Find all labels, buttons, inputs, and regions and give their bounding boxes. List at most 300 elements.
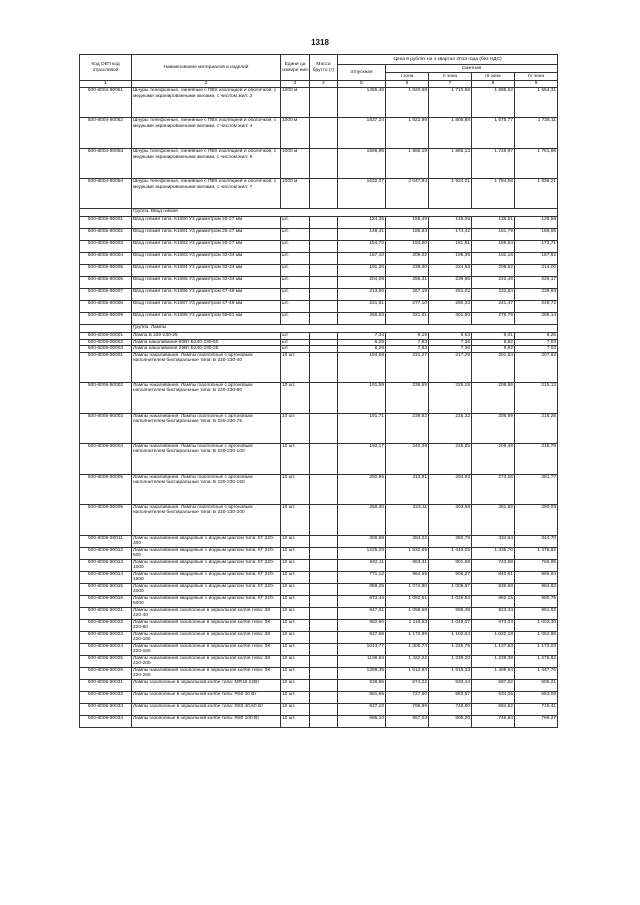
table-row xyxy=(80,595,558,607)
unit-cell: шт xyxy=(281,333,310,340)
table-row xyxy=(80,253,558,265)
unit-cell: 10 шт. xyxy=(281,595,310,607)
mass-cell xyxy=(310,595,338,607)
header-name: Наименование материалов и изделий xyxy=(132,55,281,81)
mass-cell xyxy=(310,691,338,703)
price-zone-4-cell: 281,77 xyxy=(515,474,558,504)
code-cell: 500-8006-90032 xyxy=(80,691,132,703)
code-cell: 500-8006-90001 xyxy=(80,352,132,382)
unit-cell: 10 шт. xyxy=(281,413,310,443)
price-zone-2-cell: 196,39 xyxy=(429,253,472,265)
header-otpusk: отпускная xyxy=(338,65,386,81)
name-cell: Лампы накаливания кварцевые с йодным циклом типа: КГ 220-300 xyxy=(132,535,281,547)
price-zone-2-cell: 251,02 xyxy=(429,289,472,301)
price-otpusk-cell: 7,34 xyxy=(338,333,386,340)
price-zone-2-cell: 224,83 xyxy=(429,265,472,277)
price-zone-2-cell: 225,32 xyxy=(429,413,472,443)
price-zone-2-cell: 801,69 xyxy=(429,559,472,571)
price-zone-3-cell: 6,82 xyxy=(472,339,515,346)
price-zone-4-cell: 1 002,30 xyxy=(515,619,558,631)
price-zone-4-cell: 173,71 xyxy=(515,241,558,253)
name-cell: Лампы накаливания газополные в зеркальной колбе типа: ЗК 220-40 xyxy=(132,607,281,619)
price-zone-1-cell: 321,01 xyxy=(386,313,429,325)
price-zone-1-cell: 155,49 xyxy=(386,217,429,229)
price-zone-3-cell: 208,86 xyxy=(472,382,515,413)
price-otpusk-cell: 167,10 xyxy=(338,253,386,265)
code-cell: 500-8005-90005 xyxy=(80,265,132,277)
name-cell: Ввод гибкий типа: К1088 У3 диаметром 59-61 мм xyxy=(132,313,281,325)
mass-cell xyxy=(310,643,338,655)
mass-cell xyxy=(310,277,338,289)
price-zone-3-cell: 208,52 xyxy=(472,265,515,277)
price-zone-4-cell: 653,08 xyxy=(515,691,558,703)
price-zone-1-cell: 7,83 xyxy=(386,339,429,346)
price-zone-4-cell: 964,83 xyxy=(515,583,558,595)
mass-cell xyxy=(310,559,338,571)
name-cell: Лампа накаливания 25Вт Б240-230-25 xyxy=(132,346,281,353)
price-zone-3-cell: 1 405,54 xyxy=(472,667,515,679)
unit-cell: шт xyxy=(281,339,310,346)
mass-cell xyxy=(310,583,338,595)
column-number: 8 xyxy=(472,81,515,88)
price-zone-4-cell: 1 761,96 xyxy=(515,149,558,179)
price-zone-4-cell: 8,25 xyxy=(515,333,558,340)
table-row xyxy=(80,679,558,691)
unit-cell: 10 шт. xyxy=(281,547,310,559)
unit-cell: 10 шт. xyxy=(281,504,310,535)
name-cell: Лампы накаливания. Лампы газополные с аргоновым наполнителем биспиральные типа: Б 220-230-100 xyxy=(132,443,281,474)
unit-cell: 10 шт. xyxy=(281,631,310,643)
price-otpusk-cell: 258,30 xyxy=(338,504,386,535)
table-row xyxy=(80,691,558,703)
code-cell: 500-8005-90001 xyxy=(80,217,132,229)
price-zone-2-cell: 633,44 xyxy=(429,679,472,691)
header-mass: Масса брутто (т) xyxy=(310,55,338,81)
price-zone-1-cell: 313,91 xyxy=(386,474,429,504)
code-cell: 500-8006-90033 xyxy=(80,703,132,715)
price-otpusk-cell: 154,70 xyxy=(338,241,386,253)
price-zone-3-cell: 1 239,39 xyxy=(472,655,515,667)
mass-cell xyxy=(310,631,338,643)
price-zone-3-cell: 279,76 xyxy=(472,313,515,325)
price-zone-3-cell: 694,52 xyxy=(472,703,515,715)
price-zone-2-cell: 225,85 xyxy=(429,443,472,474)
name-cell: Лампа накаливания 60Вт Б240-230-60 xyxy=(132,339,281,346)
price-zone-2-cell: 174,42 xyxy=(429,229,472,241)
unit-cell: шт. xyxy=(281,229,310,241)
price-zone-4-cell: 229,17 xyxy=(515,277,558,289)
price-otpusk-cell: 6,26 xyxy=(338,346,386,353)
code-cell: 500-8004-90054 xyxy=(80,179,132,209)
price-zone-4-cell: 715,41 xyxy=(515,703,558,715)
code-cell: 500-8006-90026 xyxy=(80,667,132,679)
table-row xyxy=(80,474,558,504)
price-zone-2-cell: 146,09 xyxy=(429,217,472,229)
price-zone-3-cell: 135,51 xyxy=(472,217,515,229)
name-cell: Ввод гибкий типа: К1084 У3 диаметром 32-34 мм xyxy=(132,265,281,277)
price-zone-1-cell: 1 965,19 xyxy=(386,149,429,179)
mass-cell xyxy=(310,118,338,149)
price-otpusk-cell: 873,44 xyxy=(338,595,386,607)
price-zone-2-cell: 683,57 xyxy=(429,691,472,703)
mass-cell xyxy=(310,474,338,504)
table-row xyxy=(80,443,558,474)
price-zone-1-cell: 239,30 xyxy=(386,265,429,277)
price-otpusk-cell: 191,26 xyxy=(338,265,386,277)
unit-cell: шт. xyxy=(281,265,310,277)
name-cell: Ввод гибкий типа: К1080 У3 диаметром 25-27 мм xyxy=(132,217,281,229)
price-zone-2-cell: 303,58 xyxy=(429,504,472,535)
price-zone-1-cell: 323,11 xyxy=(386,504,429,535)
name-cell: Ввод гибкий типа: К1082 У3 диаметром 25-27 мм xyxy=(132,241,281,253)
mass-cell xyxy=(310,607,338,619)
code-cell: 500-5006-00003 xyxy=(80,346,132,353)
unit-cell: шт xyxy=(281,346,310,353)
name-cell: Лампы накаливания газополные в зеркальной колбе типа: ЗК 220-150 xyxy=(132,643,281,655)
code-cell: 500-8006-90034 xyxy=(80,715,132,727)
code-cell: 500-8004-90053 xyxy=(80,149,132,179)
price-zone-4-cell: 7,03 xyxy=(515,339,558,346)
name-cell: Шнуры телефонные, линейные с ПВХ изоляцией и оболочкой, с медными экранированными жилами, с числом жил: 6 xyxy=(132,149,281,179)
column-number: 1 xyxy=(80,81,132,88)
mass-cell xyxy=(310,547,338,559)
unit-cell: шт. xyxy=(281,313,310,325)
price-zone-3-cell: 1 675,77 xyxy=(472,118,515,149)
price-zone-4-cell: 1 654,31 xyxy=(515,88,558,118)
mass-cell xyxy=(310,703,338,715)
price-otpusk-cell: 637,10 xyxy=(338,703,386,715)
price-zone-2-cell: 1 515,33 xyxy=(429,667,472,679)
unit-cell: 10 шт. xyxy=(281,679,310,691)
mass-cell xyxy=(310,241,338,253)
price-zone-1-cell: 209,02 xyxy=(386,253,429,265)
header-zone-2: II зона xyxy=(429,73,472,81)
price-zone-1-cell: 240,38 xyxy=(386,443,429,474)
unit-cell: 10 шт. xyxy=(281,643,310,655)
price-zone-1-cell: 1 092,61 xyxy=(386,595,429,607)
price-zone-4-cell: 187,62 xyxy=(515,253,558,265)
table-row xyxy=(80,179,558,209)
price-otpusk-cell: 685,10 xyxy=(338,715,386,727)
code-cell: 500-8006-90005 xyxy=(80,474,132,504)
column-number: 7 xyxy=(429,81,472,88)
price-zone-1-cell: 255,31 xyxy=(386,277,429,289)
table-row xyxy=(80,313,558,325)
price-zone-2-cell: 294,93 xyxy=(429,474,472,504)
price-zone-2-cell: 8,63 xyxy=(429,333,472,340)
price-zone-2-cell: 1 336,20 xyxy=(429,655,472,667)
price-zone-1-cell: 277,10 xyxy=(386,301,429,313)
column-number: 4 xyxy=(310,81,338,88)
name-cell: Лампы накаливания кварцевые с йодным циклом типа: КГ 220-5000 xyxy=(132,595,281,607)
price-otpusk-cell: 892,60 xyxy=(338,619,386,631)
price-zone-4-cell: 166,65 xyxy=(515,229,558,241)
header-smetnaya: Сметная xyxy=(386,65,558,73)
page-number: 1318 xyxy=(311,38,329,47)
price-zone-1-cell: 7,83 xyxy=(386,346,429,353)
mass-cell xyxy=(310,715,338,727)
price-otpusk-cell: 184,68 xyxy=(338,352,386,382)
price-zone-2-cell: 1 924,01 xyxy=(429,179,472,209)
name-cell: Лампы накаливания. Лампы газополные с аргоновым наполнителем биспиральные типа: Б 220-230-200 xyxy=(132,504,281,535)
table-row xyxy=(80,571,558,583)
price-zone-2-cell: 906,27 xyxy=(429,571,472,583)
code-cell: 500-5006-00001 xyxy=(80,333,132,340)
unit-cell: 10 шт. xyxy=(281,703,310,715)
price-zone-4-cell: 769,27 xyxy=(515,715,558,727)
code-cell: 500-8006-90016 xyxy=(80,595,132,607)
table-row xyxy=(80,703,558,715)
name-cell: Ввод гибкий типа: К1083 У3 диаметром 32-34 мм xyxy=(132,253,281,265)
mass-cell xyxy=(310,313,338,325)
table-row xyxy=(80,547,558,559)
price-otpusk-cell: 204,08 xyxy=(338,277,386,289)
price-zone-3-cell: 1 729,97 xyxy=(472,149,515,179)
price-otpusk-cell: 306,98 xyxy=(338,535,386,547)
unit-cell: 10 шт. xyxy=(281,382,310,413)
price-zone-3-cell: 222,48 xyxy=(472,277,515,289)
unit-cell: 10 шт. xyxy=(281,583,310,595)
code-cell: 500-8006-90006 xyxy=(80,504,132,535)
price-otpusk-cell: 538,96 xyxy=(338,679,386,691)
name-cell: Лампы накаливания кварцевые с йодным циклом типа: КГ 220-1500 xyxy=(132,571,281,583)
price-zone-2-cell: 239,86 xyxy=(429,277,472,289)
price-zone-1-cell: 857,03 xyxy=(386,715,429,727)
code-cell: 500-8005-90009 xyxy=(80,313,132,325)
price-otpusk-cell: 1632,07 xyxy=(338,179,386,209)
price-zone-3-cell: 923,34 xyxy=(472,607,515,619)
price-zone-2-cell: 225,19 xyxy=(429,382,472,413)
code-cell: 500-8006-90022 xyxy=(80,619,132,631)
price-zone-1-cell: 796,99 xyxy=(386,703,429,715)
column-number: 3 xyxy=(281,81,310,88)
code-cell: 500-8006-90002 xyxy=(80,382,132,413)
unit-cell: 10 шт. xyxy=(281,607,310,619)
price-zone-4-cell: 248,72 xyxy=(515,301,558,313)
price-otpusk-cell: 1596,96 xyxy=(338,149,386,179)
price-zone-3-cell: 208,99 xyxy=(472,413,515,443)
column-number: 9 xyxy=(515,81,558,88)
price-zone-4-cell: 1 836,21 xyxy=(515,179,558,209)
price-otpusk-cell: 250,95 xyxy=(338,474,386,504)
price-zone-4-cell: 214,00 xyxy=(515,265,558,277)
price-zone-1-cell: 1 532,69 xyxy=(386,547,429,559)
price-zone-4-cell: 7,03 xyxy=(515,346,558,353)
price-otpusk-cell: 581,65 xyxy=(338,691,386,703)
price-zone-2-cell: 7,36 xyxy=(429,346,472,353)
code-cell: 500-8006-90014 xyxy=(80,571,132,583)
name-cell: Лампы накаливания газополные в зеркальной колбе типа: ЗК 220-200 xyxy=(132,655,281,667)
price-otpusk-cell: 1455,46 xyxy=(338,88,386,118)
mass-cell xyxy=(310,179,338,209)
mass-cell xyxy=(310,352,338,382)
code-cell: 500-8005-90002 xyxy=(80,229,132,241)
price-zone-1-cell: 1 422,22 xyxy=(386,655,429,667)
price-zone-2-cell: 1 226,75 xyxy=(429,643,472,655)
group-title: Группа. Ввод гибкий xyxy=(132,209,558,217)
price-zone-2-cell: 1 440,05 xyxy=(429,547,472,559)
price-zone-3-cell: 209,48 xyxy=(472,443,515,474)
price-otpusk-cell: 771,12 xyxy=(338,571,386,583)
group-row xyxy=(80,209,558,217)
mass-cell xyxy=(310,229,338,241)
price-zone-1-cell: 674,22 xyxy=(386,679,429,691)
table-row xyxy=(80,229,558,241)
table-row xyxy=(80,149,558,179)
table-row xyxy=(80,619,558,631)
price-zone-3-cell: 840,61 xyxy=(472,571,515,583)
name-cell: Лампы газополные в зеркальной колбе типа: MR16 12Вт xyxy=(132,679,281,691)
table-row xyxy=(80,413,558,443)
price-zone-3-cell: 1 784,58 xyxy=(472,179,515,209)
price-zone-3-cell: 182,16 xyxy=(472,253,515,265)
price-otpusk-cell: 213,60 xyxy=(338,289,386,301)
price-otpusk-cell: 1043,77 xyxy=(338,643,386,655)
unit-cell: шт. xyxy=(281,217,310,229)
unit-cell: шт. xyxy=(281,289,310,301)
mass-cell xyxy=(310,253,338,265)
price-otpusk-cell: 1837,24 xyxy=(338,118,386,149)
name-cell: Лампы газополные в зеркальной колбе типа: R63 40,60 Вт xyxy=(132,703,281,715)
price-otpusk-cell: 1225,29 xyxy=(338,547,386,559)
unit-cell: 10 шт. xyxy=(281,571,310,583)
code-cell: 500-8006-90021 xyxy=(80,607,132,619)
table-row xyxy=(80,504,558,535)
unit-cell: шт. xyxy=(281,241,310,253)
code-cell: 500-8005-90006 xyxy=(80,277,132,289)
unit-cell: 10 шт. xyxy=(281,535,310,547)
code-cell: 500-8006-90004 xyxy=(80,443,132,474)
price-zone-3-cell: 161,79 xyxy=(472,229,515,241)
name-cell: Лампы накаливания. Лампы газополные с аргоновым наполнителем биспиральные типа: Б 220-230-150 xyxy=(132,474,281,504)
name-cell: Ввод гибкий типа: К1085 У3 диаметром 32-34 мм xyxy=(132,277,281,289)
price-zone-2-cell: 1 710,58 xyxy=(429,88,472,118)
mass-cell xyxy=(310,301,338,313)
unit-cell: 10 шт. xyxy=(281,715,310,727)
price-otpusk-cell: 221,51 xyxy=(338,301,386,313)
name-cell: Шнуры телефонные, линейные с ПВХ изоляцией и оболочкой, с медными экранированными жилами, с числом жил: 7 xyxy=(132,179,281,209)
table-row xyxy=(80,631,558,643)
mass-cell xyxy=(310,149,338,179)
table-row xyxy=(80,88,558,118)
table-row xyxy=(80,118,558,149)
price-zone-4-cell: 980,75 xyxy=(515,595,558,607)
table-row xyxy=(80,277,558,289)
header-price-title: Цена в рублях на 4 квартал 2013 года (без НДС) xyxy=(338,55,558,65)
group-row xyxy=(80,325,558,333)
price-zone-4-cell: 1 276,62 xyxy=(515,655,558,667)
price-zone-2-cell: 1 102,04 xyxy=(429,631,472,643)
name-cell: Лампы накаливания. Лампы газополные с аргоновым наполнителем биспиральные типа: Б 220-230-60 xyxy=(132,382,281,413)
table-row xyxy=(80,535,558,547)
price-zone-4-cell: 1 375,82 xyxy=(515,547,558,559)
table-row xyxy=(80,241,558,253)
price-zone-1-cell: 267,19 xyxy=(386,289,429,301)
price-otpusk-cell: 256,63 xyxy=(338,313,386,325)
mass-cell xyxy=(310,619,338,631)
price-zone-3-cell: 1 022,18 xyxy=(472,631,515,643)
code-cell: 500-8006-90011 xyxy=(80,535,132,547)
table-row xyxy=(80,265,558,277)
code-cell: 500-8006-90012 xyxy=(80,547,132,559)
group-code-cell xyxy=(80,325,132,333)
price-zone-2-cell: 748,80 xyxy=(429,703,472,715)
code-cell: 500-8006-90023 xyxy=(80,631,132,643)
price-otpusk-cell: 1136,94 xyxy=(338,655,386,667)
price-zone-4-cell: 605,21 xyxy=(515,679,558,691)
table-row xyxy=(80,352,558,382)
price-otpusk-cell: 6,26 xyxy=(338,339,386,346)
price-table xyxy=(79,54,558,728)
price-zone-3-cell: 743,59 xyxy=(472,559,515,571)
price-zone-1-cell: 1 612,84 xyxy=(386,667,429,679)
price-otpusk-cell: 191,59 xyxy=(338,382,386,413)
price-zone-1-cell: 1 305,74 xyxy=(386,643,429,655)
table-row xyxy=(80,643,558,655)
price-zone-2-cell: 1 009,87 xyxy=(429,583,472,595)
name-cell: Шнуры телефонные, линейные с ПВХ изоляцией и оболочкой, с медными экранированными жилами, с числом жил: 2 xyxy=(132,88,281,118)
name-cell: Лампы накаливания. Лампы газополные с аргоновым наполнителем биспиральные типа: Б 220-230-40 xyxy=(132,352,281,382)
name-cell: Ввод гибкий типа: К1087 У3 диаметром 47-49 мм xyxy=(132,301,281,313)
price-zone-3-cell: 168,64 xyxy=(472,241,515,253)
table-row xyxy=(80,382,558,413)
table-row xyxy=(80,655,558,667)
code-cell: 500-5006-00002 xyxy=(80,339,132,346)
mass-cell xyxy=(310,655,338,667)
price-zone-1-cell: 9,19 xyxy=(386,333,429,340)
price-zone-1-cell: 2 047,84 xyxy=(386,179,429,209)
unit-cell: 10 шт. xyxy=(281,352,310,382)
price-zone-2-cell: 260,33 xyxy=(429,301,472,313)
mass-cell xyxy=(310,667,338,679)
unit-cell: 1000 м xyxy=(281,149,310,179)
name-cell: Шнуры телефонные, линейные с ПВХ изоляцией и оболочкой, с медными экранированными жилами, с числом жил: 4 xyxy=(132,118,281,149)
price-zone-1-cell: 1 058,58 xyxy=(386,607,429,619)
mass-cell xyxy=(310,679,338,691)
price-otpusk-cell: 124,35 xyxy=(338,217,386,229)
price-zone-1-cell: 384,02 xyxy=(386,535,429,547)
table-row xyxy=(80,583,558,595)
code-cell: 500-8006-90003 xyxy=(80,413,132,443)
unit-cell: 1000 м xyxy=(281,88,310,118)
header-zone-4: IV зона xyxy=(515,73,558,81)
price-zone-1-cell: 727,60 xyxy=(386,691,429,703)
price-zone-2-cell: 1 026,54 xyxy=(429,595,472,607)
price-zone-1-cell: 1 116,63 xyxy=(386,619,429,631)
name-cell: Лампы накаливания кварцевые с йодным циклом типа: КГ 220-500 xyxy=(132,547,281,559)
unit-cell: шт. xyxy=(281,301,310,313)
price-zone-4-cell: 1 447,76 xyxy=(515,667,558,679)
price-zone-4-cell: 1 052,86 xyxy=(515,631,558,643)
name-cell: Лампы газополные в зеркальной колбе типа: R80 100 Вт xyxy=(132,715,281,727)
price-zone-2-cell: 1 865,13 xyxy=(429,149,472,179)
code-cell: 500-8006-90015 xyxy=(80,583,132,595)
mass-cell xyxy=(310,535,338,547)
table-row xyxy=(80,667,558,679)
mass-cell xyxy=(310,443,338,474)
group-title: Группа. Лампы xyxy=(132,325,558,333)
price-zone-1-cell: 1 074,90 xyxy=(386,583,429,595)
price-zone-3-cell: 232,84 xyxy=(472,289,515,301)
unit-cell: 10 шт. xyxy=(281,474,310,504)
unit-cell: 10 шт. xyxy=(281,619,310,631)
price-zone-1-cell: 239,82 xyxy=(386,413,429,443)
header-unit: Едини ца измере ния xyxy=(281,55,310,81)
price-zone-4-cell: 288,14 xyxy=(515,313,558,325)
price-zone-3-cell: 1 335,70 xyxy=(472,547,515,559)
name-cell: Лампы накаливания. Лампы газополные с аргоновым наполнителем биспиральные типа: Б 220-230-75 xyxy=(132,413,281,443)
table-row xyxy=(80,301,558,313)
